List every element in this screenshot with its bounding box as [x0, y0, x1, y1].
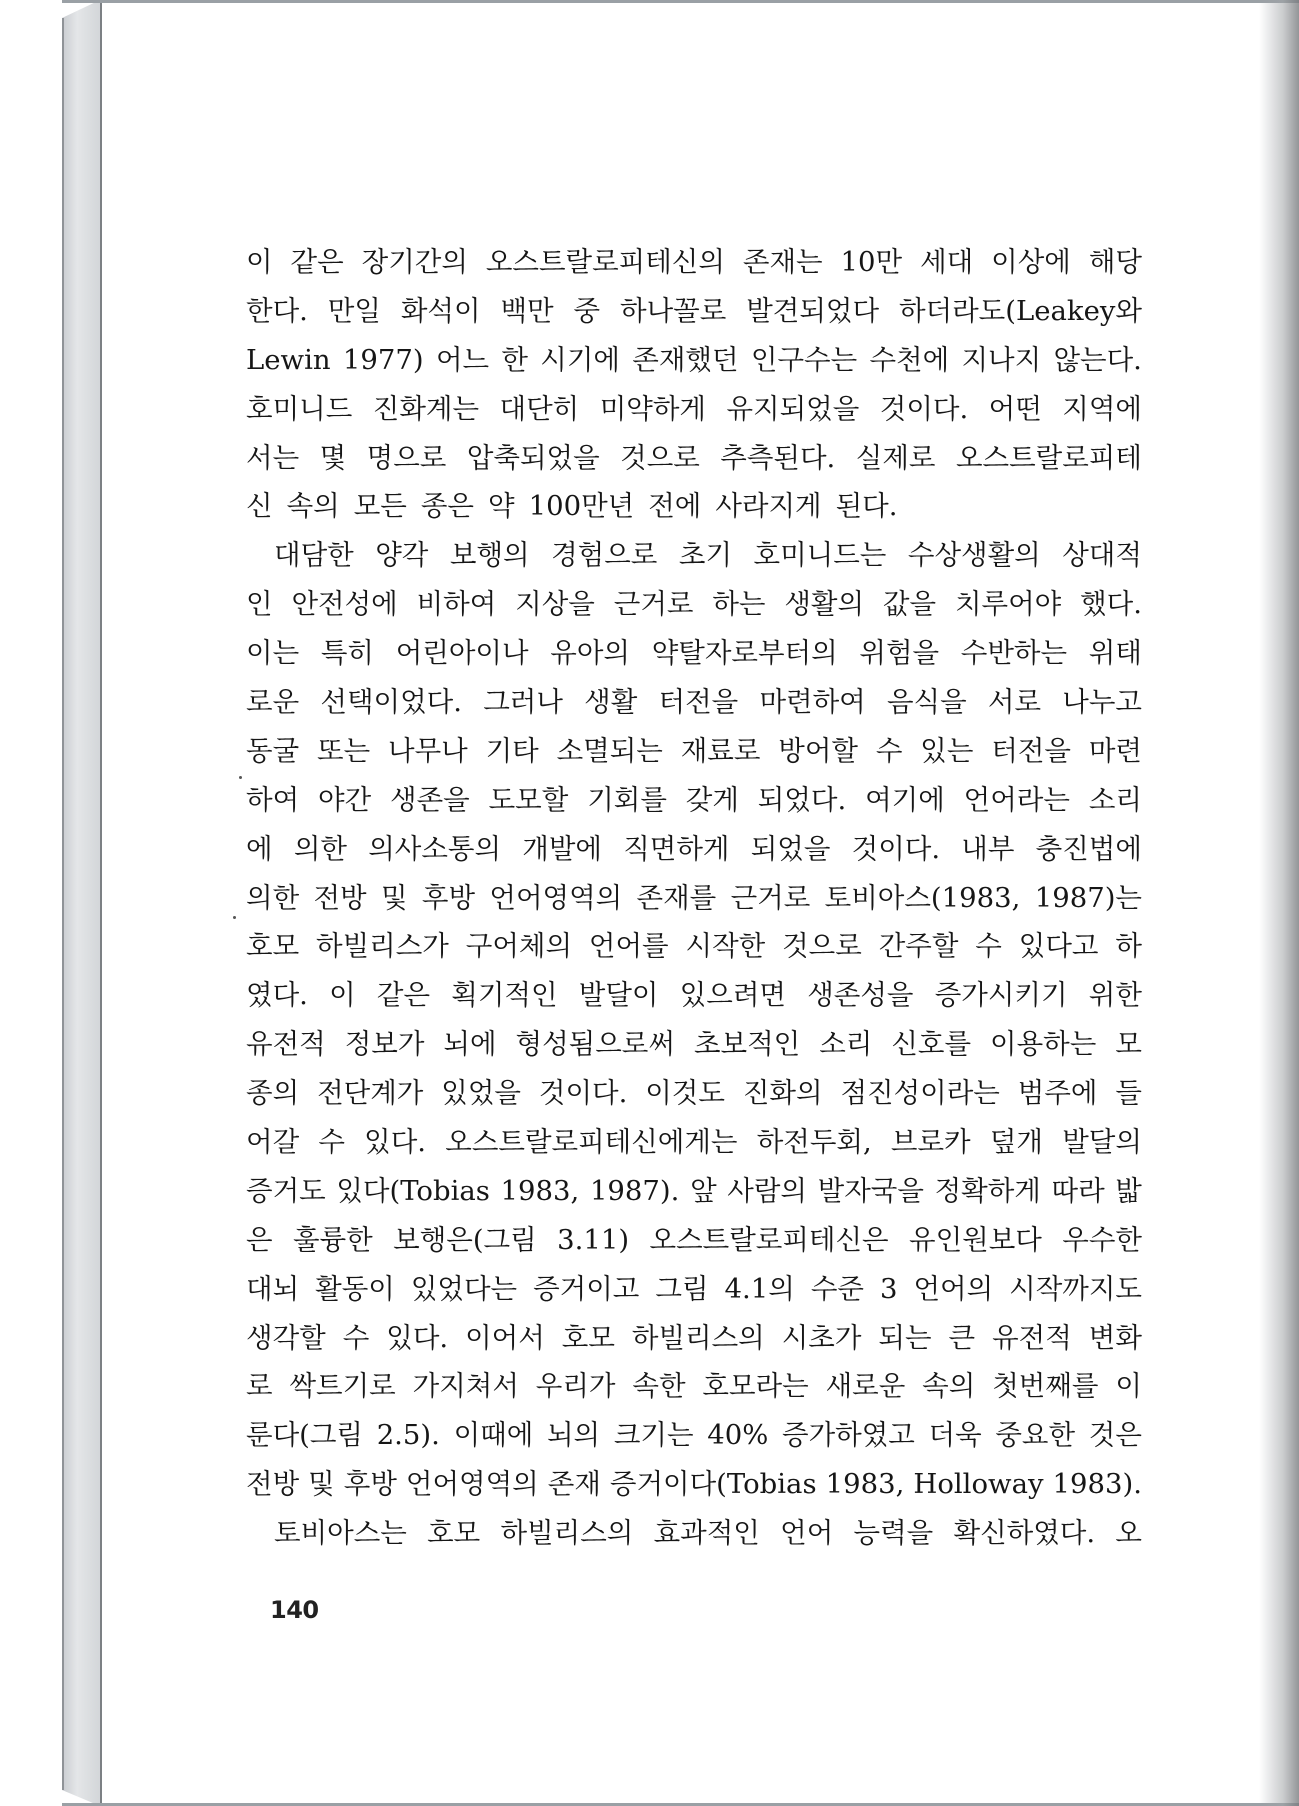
- text-word: 그림: [655, 1272, 709, 1305]
- text-word: 이: [329, 979, 356, 1012]
- text-word: 이상에: [991, 246, 1071, 278]
- text-word: 있었다는: [410, 1272, 518, 1305]
- text-line: [246, 1460, 1142, 1509]
- text-word: 100만년: [528, 490, 635, 523]
- text-word: 하나꼴로: [620, 294, 727, 327]
- text-word: 10만: [840, 246, 903, 278]
- text-word: 및: [308, 1468, 335, 1501]
- text-word: 수: [318, 1126, 345, 1159]
- text-word: 수: [875, 734, 903, 767]
- text-word: 존재는: [742, 246, 823, 278]
- text-word: 증거이다(Tobias: [609, 1468, 817, 1501]
- text-word: 호모: [427, 1517, 481, 1550]
- text-word: 특히: [320, 637, 374, 670]
- text-line: [246, 482, 1142, 531]
- text-word: 의사소통의: [368, 832, 502, 865]
- text-word: 값을: [882, 588, 937, 621]
- text-word: 2.5).: [376, 1419, 440, 1452]
- text-word: 존재했던: [632, 343, 739, 376]
- text-word: 생존을: [390, 783, 470, 816]
- text-word: 후방: [343, 1468, 397, 1501]
- text-word: 터전을: [991, 734, 1071, 767]
- text-word: 오스트랄로피테신의: [485, 246, 725, 278]
- text-word: 중: [573, 294, 601, 327]
- text-word: 속의: [286, 490, 340, 523]
- text-word: 언어영역의: [405, 1468, 539, 1501]
- text-word: 점진성이라는: [840, 1077, 1000, 1110]
- text-word: 약: [488, 490, 515, 523]
- text-word: 종은: [420, 490, 474, 523]
- text-word: 변화: [1088, 1321, 1142, 1354]
- text-word: 토비아스는: [274, 1517, 407, 1550]
- text-line: [246, 1216, 1142, 1265]
- text-word: 것이다.: [851, 832, 941, 865]
- text-word: 수: [342, 1321, 370, 1354]
- text-word: 오스트랄로피테: [955, 441, 1142, 474]
- text-line: [246, 336, 1142, 385]
- text-word: 하빌리스가: [316, 930, 449, 963]
- text-word: 소멸되는: [556, 734, 663, 767]
- text-word: 토비아스(1983,: [824, 881, 1021, 914]
- text-word: 있었을: [441, 1077, 521, 1110]
- text-line: [246, 1314, 1142, 1363]
- body-text: [246, 238, 1142, 1558]
- text-word: 미약하게: [599, 392, 706, 425]
- text-word: 호미니드는: [753, 539, 887, 572]
- text-word: 터전을: [658, 686, 739, 719]
- text-word: 생각할: [246, 1321, 326, 1354]
- text-word: 한: [501, 343, 528, 376]
- text-word: 오스트랄로피테신에게는: [445, 1126, 738, 1159]
- text-word: 발견되었다: [746, 294, 880, 327]
- text-word: 지나지: [961, 343, 1042, 376]
- text-word: 후방: [421, 881, 476, 914]
- text-word: 보행은(그림: [393, 1223, 537, 1256]
- text-word: 우리가: [535, 1370, 616, 1403]
- text-word: 호미니드: [246, 392, 353, 425]
- scan-speck: [233, 916, 236, 919]
- text-word: 들: [1115, 1077, 1142, 1110]
- text-word: 속한: [632, 1370, 686, 1403]
- text-word: 서로: [987, 686, 1042, 719]
- text-word: 정확하게: [934, 1174, 1041, 1207]
- text-word: 보행의: [449, 539, 530, 572]
- text-word: Lewin: [246, 343, 331, 376]
- text-word: 유전적: [246, 1028, 326, 1061]
- text-word: 3.11): [557, 1223, 630, 1256]
- text-word: 브로카: [890, 1126, 971, 1159]
- text-word: Holloway: [913, 1468, 1044, 1501]
- text-word: 기회를: [587, 783, 667, 816]
- text-word: 로운: [246, 686, 300, 719]
- text-word: 속의: [922, 1370, 976, 1403]
- text-word: 언어: [780, 1517, 834, 1550]
- text-word: 선택이었다.: [320, 686, 462, 719]
- text-word: 생활: [584, 686, 638, 719]
- text-word: 유전적: [992, 1321, 1072, 1354]
- text-word: 화석이: [400, 294, 481, 327]
- text-line: [246, 1069, 1142, 1118]
- text-word: 했다.: [1080, 588, 1142, 621]
- text-word: 대담한: [274, 539, 354, 572]
- text-word: 정보가: [344, 1028, 425, 1061]
- text-word: 있다.: [386, 1321, 449, 1354]
- text-word: 1983,: [825, 1468, 905, 1501]
- text-word: 훌륭한: [293, 1223, 373, 1256]
- text-word: 크기는: [613, 1419, 694, 1452]
- text-word: 근거로: [613, 588, 694, 621]
- text-word: 야간: [318, 783, 372, 816]
- text-word: 1987)는: [1034, 881, 1142, 914]
- text-word: 1983,: [500, 1174, 580, 1207]
- text-word: 되는: [878, 1321, 932, 1354]
- text-word: 약탈자로부터의: [651, 637, 838, 670]
- text-word: 대단히: [499, 392, 580, 425]
- text-line: [246, 434, 1142, 483]
- text-word: 사라지게: [715, 490, 822, 523]
- text-line: [246, 678, 1142, 727]
- text-word: 언어를: [588, 930, 669, 963]
- text-word: 수: [975, 930, 1002, 963]
- text-word: 것이다.: [538, 1077, 628, 1110]
- text-word: 인: [246, 588, 273, 621]
- text-word: 가지쳐서: [412, 1370, 519, 1403]
- text-word: 지역에: [1062, 392, 1142, 425]
- text-word: 그러나: [483, 686, 563, 719]
- text-word: 안전성에: [291, 588, 398, 621]
- text-word: 구어체의: [465, 930, 573, 963]
- text-line: [246, 1118, 1142, 1167]
- text-word: 하빌리스의: [500, 1517, 634, 1550]
- text-word: 위험을: [859, 637, 940, 670]
- text-word: 내부: [961, 832, 1015, 865]
- text-word: 호모라는: [702, 1370, 809, 1403]
- text-word: 였다.: [246, 979, 308, 1012]
- text-word: 나누고: [1062, 686, 1142, 719]
- text-word: 갖게: [685, 783, 739, 816]
- text-word: 음식을: [886, 686, 967, 719]
- text-word: 어갈: [246, 1126, 300, 1159]
- text-word: 존재를: [636, 881, 717, 914]
- text-word: 도모할: [488, 783, 569, 816]
- text-word: 언어영역의: [489, 881, 623, 914]
- text-word: 앞: [690, 1174, 717, 1207]
- text-word: 신호를: [891, 1028, 972, 1061]
- text-word: 초기: [678, 539, 733, 572]
- scan-speck: [239, 776, 242, 779]
- text-word: 밟: [1115, 1174, 1142, 1207]
- text-word: 확신하였다.: [953, 1517, 1096, 1550]
- text-word: 발달이: [578, 979, 659, 1012]
- text-word: 이: [1115, 1370, 1142, 1403]
- text-word: 또는: [317, 734, 371, 767]
- text-word: 초보적인: [693, 1028, 801, 1061]
- text-word: 의한: [293, 832, 347, 865]
- text-word: 개발에: [522, 832, 602, 865]
- text-word: 유지되었을: [726, 392, 860, 425]
- text-word: 1987).: [589, 1174, 680, 1207]
- text-word: 따라: [1051, 1174, 1105, 1207]
- text-word: 큰: [948, 1321, 976, 1354]
- text-word: 어린아이나: [395, 637, 529, 670]
- text-line: [246, 629, 1142, 678]
- text-word: 대뇌: [246, 1272, 300, 1305]
- text-line: [246, 971, 1142, 1020]
- text-word: 몇: [319, 441, 347, 474]
- text-word: 직면하게: [623, 832, 730, 865]
- text-word: 사람의: [727, 1174, 807, 1207]
- spine-edge: [62, 18, 64, 1790]
- text-word: 소리: [819, 1028, 873, 1061]
- text-word: 시작한: [685, 930, 766, 963]
- text-word: 여기에: [865, 783, 945, 816]
- text-word: 수반하는: [960, 637, 1068, 670]
- text-word: 간주할: [878, 930, 959, 963]
- text-word: 은: [246, 1223, 273, 1256]
- text-word: 방어할: [778, 734, 858, 767]
- text-word: 마련하여: [759, 686, 866, 719]
- text-word: 백만: [500, 294, 554, 327]
- text-word: 이때에: [453, 1419, 534, 1452]
- text-word: 새로운: [825, 1370, 906, 1403]
- text-word: 양각: [375, 539, 429, 572]
- text-word: 이용하는: [990, 1028, 1097, 1061]
- text-word: 증가하였고: [782, 1419, 915, 1452]
- text-word: 동굴: [246, 734, 300, 767]
- text-word: 상대적: [1062, 539, 1142, 572]
- text-word: 하더라도(Leakey와: [898, 294, 1142, 327]
- text-word: 수준: [810, 1272, 864, 1305]
- text-word: 중요한: [995, 1419, 1076, 1452]
- text-word: 전방: [246, 1468, 300, 1501]
- text-word: 실제로: [855, 441, 936, 474]
- text-word: 에: [246, 832, 273, 865]
- text-word: 호모: [246, 930, 300, 963]
- text-word: 비하여: [416, 588, 497, 621]
- text-line: [246, 825, 1142, 874]
- text-word: 지상을: [515, 588, 595, 621]
- text-word: 세대: [920, 246, 974, 278]
- text-word: 모: [1115, 1028, 1142, 1061]
- text-word: 한다.: [246, 294, 308, 327]
- text-word: 있다고: [1018, 930, 1099, 963]
- text-word: 언어라는: [963, 783, 1070, 816]
- text-word: 생존성을: [807, 979, 914, 1012]
- text-word: 생활의: [784, 588, 865, 621]
- text-word: 하여: [246, 783, 300, 816]
- text-word: 근거로: [730, 881, 811, 914]
- text-word: 있다(Tobias: [336, 1174, 490, 1207]
- text-word: 기타: [485, 734, 539, 767]
- text-word: 하는: [712, 588, 766, 621]
- text-word: 호모: [561, 1321, 615, 1354]
- text-word: 룬다(그림: [246, 1419, 363, 1452]
- text-word: 압축되었을: [466, 441, 600, 474]
- text-word: 전단계가: [317, 1077, 424, 1110]
- text-word: 추측된다.: [720, 441, 836, 474]
- text-word: 뇌의: [546, 1419, 601, 1452]
- text-line: [246, 1265, 1142, 1314]
- text-word: 증가시키기: [934, 979, 1068, 1012]
- text-word: 서는: [246, 441, 300, 474]
- text-word: 획기적인: [451, 979, 558, 1012]
- text-word: 하전두회,: [756, 1126, 872, 1159]
- text-line: [246, 1362, 1142, 1411]
- text-word: 진화계는: [372, 392, 480, 425]
- text-word: 오: [1115, 1517, 1142, 1550]
- text-word: 활동이: [315, 1272, 395, 1305]
- text-word: 위태: [1088, 637, 1142, 670]
- page-edge-shadow: [1259, 0, 1299, 1806]
- text-word: 이: [246, 246, 273, 278]
- text-word: 증거이고: [533, 1272, 640, 1305]
- text-line: [246, 287, 1142, 336]
- text-word: 것으로: [782, 930, 862, 963]
- text-word: 인구수는: [750, 343, 858, 376]
- text-word: 있다.: [364, 1126, 427, 1159]
- text-word: 1983).: [1052, 1468, 1142, 1501]
- text-word: 충진법에: [1035, 832, 1142, 865]
- book-spine: [62, 0, 100, 1806]
- text-line: [246, 1167, 1142, 1216]
- text-word: 존재: [547, 1468, 601, 1501]
- text-word: 진화의: [742, 1077, 823, 1110]
- text-word: 해당: [1088, 246, 1142, 278]
- text-word: 싹트기로: [289, 1370, 396, 1403]
- text-word: 4.1의: [724, 1272, 795, 1305]
- text-word: 어느: [435, 343, 490, 376]
- text-word: 소리: [1088, 783, 1142, 816]
- text-word: 수천에: [869, 343, 950, 376]
- text-line: [246, 727, 1142, 776]
- page-number: 140: [270, 1596, 319, 1624]
- text-word: 능력을: [853, 1517, 934, 1550]
- text-word: 명으로: [366, 441, 447, 474]
- text-word: 전에: [648, 490, 702, 523]
- text-word: 같은: [376, 979, 431, 1012]
- text-word: 있으려면: [679, 979, 786, 1012]
- text-word: 더욱: [928, 1419, 982, 1452]
- text-word: 우수한: [1062, 1223, 1142, 1256]
- text-word: 된다.: [835, 490, 898, 523]
- text-word: 것은: [1088, 1419, 1142, 1452]
- text-word: 만일: [327, 294, 381, 327]
- text-word: 40%: [707, 1419, 769, 1452]
- text-word: 시초가: [781, 1321, 862, 1354]
- text-word: 전방: [313, 881, 367, 914]
- text-line: [246, 874, 1142, 923]
- text-word: 유인원보다: [909, 1223, 1042, 1256]
- text-word: 1977): [342, 343, 424, 376]
- text-word: 의한: [246, 881, 300, 914]
- text-word: 하빌리스의: [631, 1321, 765, 1354]
- text-word: 및: [380, 881, 408, 914]
- text-line: [246, 1020, 1142, 1069]
- text-line: [246, 1509, 1142, 1558]
- text-word: 나무나: [388, 734, 468, 767]
- text-word: 덮개: [989, 1126, 1043, 1159]
- text-line: [246, 385, 1142, 434]
- text-word: 어떤: [988, 392, 1042, 425]
- text-word: 효과적인: [653, 1517, 760, 1550]
- text-word: 것으로: [620, 441, 700, 474]
- text-word: 시기에: [540, 343, 620, 376]
- text-word: 신: [246, 490, 273, 523]
- text-line: [246, 531, 1142, 580]
- text-word: 위한: [1088, 979, 1142, 1012]
- text-word: 하: [1115, 930, 1142, 963]
- text-line: [246, 580, 1142, 629]
- text-word: 치루어야: [954, 588, 1062, 621]
- text-word: 되었다.: [757, 783, 847, 816]
- text-word: 경험으로: [551, 539, 658, 572]
- text-word: 있는: [920, 734, 974, 767]
- text-word: 시작까지도: [1009, 1272, 1142, 1305]
- text-line: [246, 238, 1142, 287]
- text-line: [246, 776, 1142, 825]
- text-word: 3: [879, 1272, 898, 1305]
- text-line: [246, 922, 1142, 971]
- text-word: 언어의: [913, 1272, 994, 1305]
- text-word: 이는: [246, 637, 300, 670]
- text-word: 발달의: [1062, 1126, 1142, 1159]
- text-word: 발자국을: [817, 1174, 924, 1207]
- text-word: 뇌에: [443, 1028, 497, 1061]
- text-word: 장기간의: [361, 246, 468, 278]
- text-word: 첫번째를: [992, 1370, 1099, 1403]
- text-word: 이것도: [645, 1077, 725, 1110]
- text-word: 같은: [290, 246, 344, 278]
- text-word: 것이다.: [879, 392, 969, 425]
- text-word: 범주에: [1017, 1077, 1098, 1110]
- text-word: 로: [246, 1370, 273, 1403]
- text-word: 증거도: [246, 1174, 326, 1207]
- text-word: 수상생활의: [907, 539, 1041, 572]
- text-word: 되었을: [750, 832, 831, 865]
- text-word: 유아의: [550, 637, 630, 670]
- text-word: 마련: [1088, 734, 1142, 767]
- text-line: [246, 1411, 1142, 1460]
- text-word: 이어서: [465, 1321, 545, 1354]
- text-word: 않는다.: [1053, 343, 1142, 376]
- text-word: 재료로: [680, 734, 761, 767]
- text-word: 형성됨으로써: [515, 1028, 675, 1061]
- text-word: 오스트랄로피테신은: [649, 1223, 889, 1256]
- text-word: 종의: [246, 1077, 300, 1110]
- text-word: 모든: [353, 490, 407, 523]
